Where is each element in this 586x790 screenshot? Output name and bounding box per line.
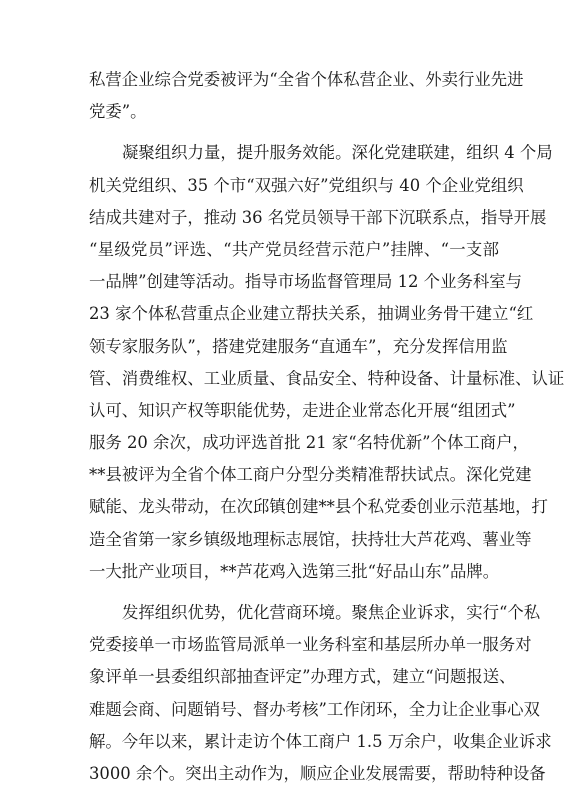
text-line: 服务 20 余次，成功评选首批 21 家“名特优新”个体工商户， (89, 433, 529, 453)
text-line: 私营企业综合党委被评为“全省个体私营企业、外卖行业先进 (89, 70, 524, 89)
text-line: 3000 余个。突出主动作为，顺应企业发展需要，帮助特种设备 (89, 763, 546, 783)
text-line: 党委接单一市场监管局派单一业务科室和基层所办单一服务对 (89, 635, 532, 655)
text-line: 象评单一县委组织部抽查评定”办理方式，建立“问题报送、 (89, 667, 516, 687)
text-line: **县被评为全省个体工商户分型分类精准帮扶试点。深化党建 (89, 465, 532, 485)
paragraph-first-line: 发挥组织优势，优化营商环境。聚焦企业诉求，实行“个私 (122, 603, 541, 622)
paragraph-first-line: 凝聚组织力量，提升服务效能。深化党建联建，组织 4 个局 (122, 143, 553, 163)
text-line: 领专家服务队”，搭建党建服务“直通车”，充分发挥信用监 (89, 336, 508, 356)
text-line: “星级党员”评选、“共产党员经营示范户”挂牌、“一支部 (89, 239, 499, 259)
paragraph-gap (89, 128, 499, 137)
text-line: 23 家个体私营重点企业建立帮扶关系，抽调业务骨干建立“红 (89, 304, 534, 324)
text-line: 一大批产业项目，**芦花鸡入选第三批“好品山东”品牌。 (89, 561, 500, 581)
text-line: 造全省第一家乡镇级地理标志展馆，扶持壮大芦花鸡、薯业等 (89, 529, 532, 549)
paragraph-gap (89, 588, 499, 597)
body-text (89, 64, 565, 790)
text-line: 管、消费维权、工业质量、食品安全、特种设备、计量标准、认证 (89, 368, 565, 388)
text-line: 难题会商、问题销号、督办考核”工作闭环，全力让企业事心双 (89, 699, 540, 719)
text-line: 党委”。 (89, 102, 147, 122)
text-line: 结成共建对子，推动 36 名党员领导干部下沉联系点，指导开展 (89, 207, 547, 227)
text-line: 解。今年以来，累计走访个体工商户 1.5 万余户，收集企业诉求 (89, 731, 552, 751)
text-line: 认可、知识产权等职能优势，走进企业常态化开展“组团式” (89, 400, 516, 420)
text-line: 一品牌”创建等活动。指导市场监督管理局 12 个业务科室与 (89, 272, 523, 292)
text-line: 机关党组织、35 个市“双强六好”党组织与 40 个企业党组织 (89, 175, 524, 195)
text-line: 赋能、龙头带动，在次邱镇创建**县个私党委创业示范基地，打 (89, 497, 548, 517)
